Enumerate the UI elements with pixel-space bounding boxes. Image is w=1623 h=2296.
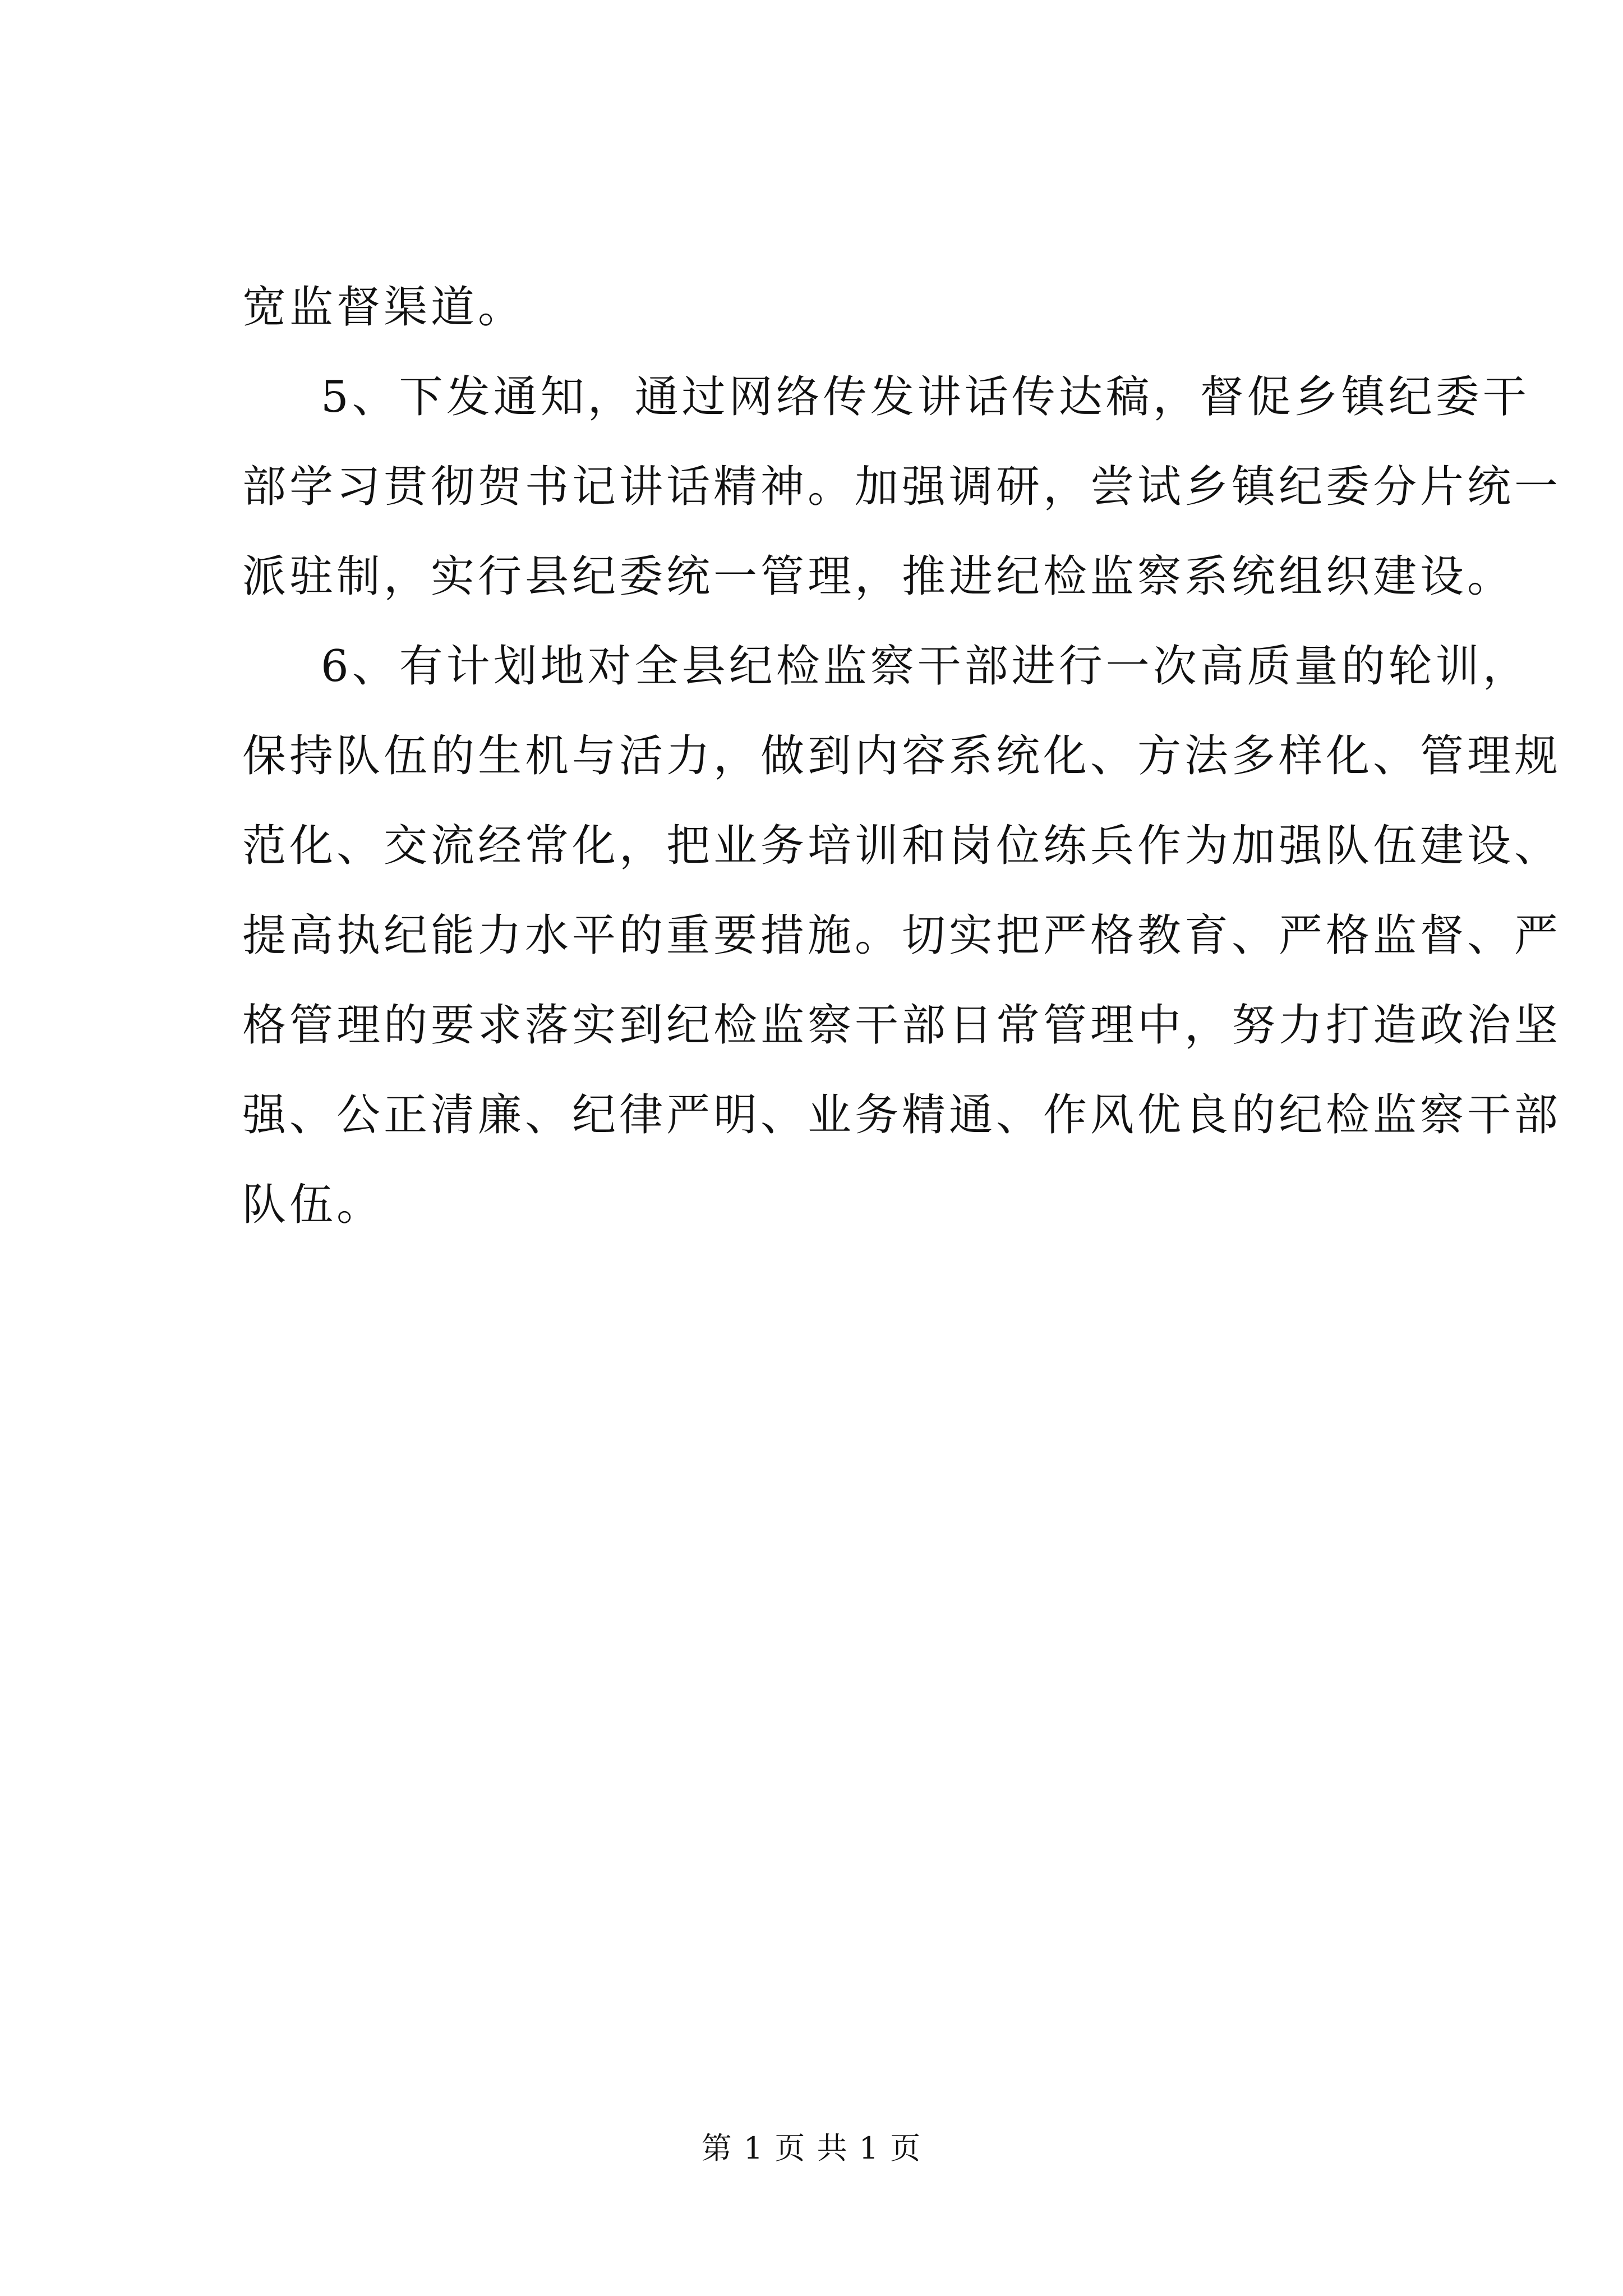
text-line: 宽监督渠道。 (242, 282, 525, 333)
page-number-footer: 第 1 页 共 1 页 (701, 2131, 922, 2166)
text-line: 格管理的要求落实到纪检监察干部日常管理中，努力打造政治坚 (242, 1000, 1562, 1051)
text-line: 强、公正清廉、纪律严明、业务精通、作风优良的纪检监察干部 (242, 1090, 1562, 1140)
body-text (242, 263, 1562, 1250)
text-line: 队伍。 (242, 1180, 384, 1230)
text-line: 保持队伍的生机与活力，做到内容系统化、方法多样化、管理规 (242, 731, 1562, 781)
paragraph-6-start: 6、有计划地对全县纪检监察干部进行一次高质量的轮训， (321, 641, 1530, 692)
paragraph-5-start: 5、下发通知，通过网络传发讲话传达稿，督促乡镇纪委干 (321, 372, 1530, 422)
text-line: 派驻制，实行县纪委统一管理，推进纪检监察系统组织建设。 (242, 551, 1515, 602)
text-line: 范化、交流经常化，把业务培训和岗位练兵作为加强队伍建设、 (242, 821, 1562, 871)
text-line: 提高执纪能力水平的重要措施。切实把严格教育、严格监督、严 (242, 910, 1562, 961)
text-line: 部学习贯彻贺书记讲话精神。加强调研，尝试乡镇纪委分片统一 (242, 462, 1562, 512)
